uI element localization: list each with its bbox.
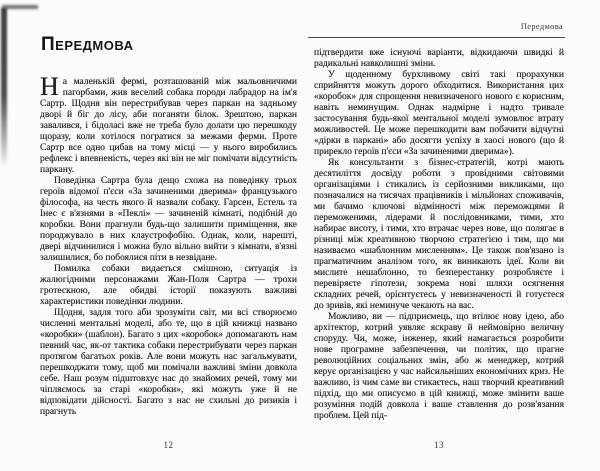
chapter-title: Передмова — [41, 34, 134, 55]
page-right — [300, 0, 600, 471]
page-number-left: 12 — [163, 440, 174, 450]
left-page-body — [40, 77, 297, 433]
paragraph-with-dropcap — [40, 77, 297, 176]
page-number-right: 13 — [434, 440, 444, 450]
paragraph-text: а маленькій фермі, розташованій між мальовничими пагорбами, жив веселий собака породи лабрадор на ім'я Сартр. Щодня він перестрибував через паркан на задньому дворі й біг до лісу, аби поганяти білок. Зрештою, паркан завалився, і бідоласі вже не треба було долати цю перешкоду щоразу, коли хотілося погратися за межами ферми. Проте Сартр все одно цибав на тому місці — у нього виробились рефлекс і впевненість, через які він не міг помічати відсутність паркану. — [40, 77, 297, 175]
paragraph: Помилка собаки видається смішною, ситуація із жалюгідними персонажами Жан-Поля Сартра — трохи гротескною, але обидві історії показують важливі характеристики поведінки людини. — [40, 264, 297, 307]
paragraph: Як консультанти з бізнес-стратегій, котрі мають десятиліття досвіду роботи з провідними світовими організаціями і стикались із серйозними викликами, що позначалися на тисячах працівників і мільйонах споживачів, ми бачимо ключові відмінності між переможцями й переможеними, лідерами й послідовниками, тими, хто набирає висоту, і тими, хто втрачає через нове, що полягає в різниці між креативною творчою стратегією і тим, що ми називаємо «шаблонним мисленням». Це також пов'язано із прагматичним аналізом того, як виникають ідеї. Коли ви мислите нешаблонно, то безперестанку розробляєте і перевіряєте гіпотези, зокрема нові шляхи осягнення складних речей, орієнтуєтесь у невизначеності й готуєтеся до зривів, які неминуче чекають на вас. — [314, 158, 564, 311]
right-page-body — [314, 48, 564, 438]
paragraph: Щодня, задля того аби зрозуміти світ, ми всі створюємо численні ментальні моделі, або те, що в цій книжці названо «коробки» (шаблон). Багато з цих «коробок» допомагають нам певний час, як-от тактика собаки перестрибувати через паркан протягом багатьох років. Але вони можуть нас загальмувати, перешкоджати тому, щоб ми помічали важливі зміни довкола себе. Наш розум підштовхує нас до знайомих речей, тому ми чіпляємось за старі «коробки», які можуть уже й не відповідати дійсності. Багато з нас не схильні до ризиків і прагнуть — [40, 308, 297, 417]
paragraph: У щоденному бурхливому світі такі прорахунки сприйняття можуть дорого обходитися. Використання цих «коробок» для спрощення невизначеного нового є корисним, навіть неминущим. Однак надмірне і надто тривале застосування будь-якої ментальної моделі зумовлює втрату можливостей. Це може перешкодити вам побачити відчутні «дірки в паркані» або досягти успіху в хаосі нового (що й прирекло героїв п'єси «За зачиненими дверима»). — [314, 70, 564, 157]
paragraph: Можливо, ви — підприємець, що втілює нову ідею, або архітектор, котрий уявляє яскраву й неймовірно величну споруду. Чи, може, інженер, який намагається розробити нове програмне забезпечення, чи політик, що прагне революційних соціальних змін, або ж менеджер, котрий керує організацією у час найсильніших економічних криз. Не важливо, із чим саме ви стикаєтесь, наш творчий креативний підхід, що ми описуємо в цій книжці, може змінити ваше розуміння подій довкола і ваше ставлення до розв'язання проблем. Цей під- — [314, 312, 564, 421]
paragraph: Поведінка Сартра була дещо схожа на поведінку трьох героїв відомої п'єси «За зачиненими дверима» французького філософа, на честь якого й назвали собаку. Гарсен, Естель та Інес є в'язнями в «Пеклі» — зачиненій кімнаті, подібній до коробки. Вони прагнули будь-що залишити приміщення, яке породжувало в них клаустрофобію. Однак, коли, нарешті, двері відчинилися і можна було вільно вийти з кімнати, в'язні залишилися, бо побоялися піти в незвідане. — [40, 176, 297, 263]
header-rule — [308, 37, 565, 38]
paragraph-continuation: підтвердити вже існуючі варіанти, відкидаючи швидкі й радикальні навколишні зміни. — [314, 48, 564, 69]
drop-cap-letter: Н — [40, 77, 59, 101]
running-header: Передмова — [520, 21, 563, 31]
